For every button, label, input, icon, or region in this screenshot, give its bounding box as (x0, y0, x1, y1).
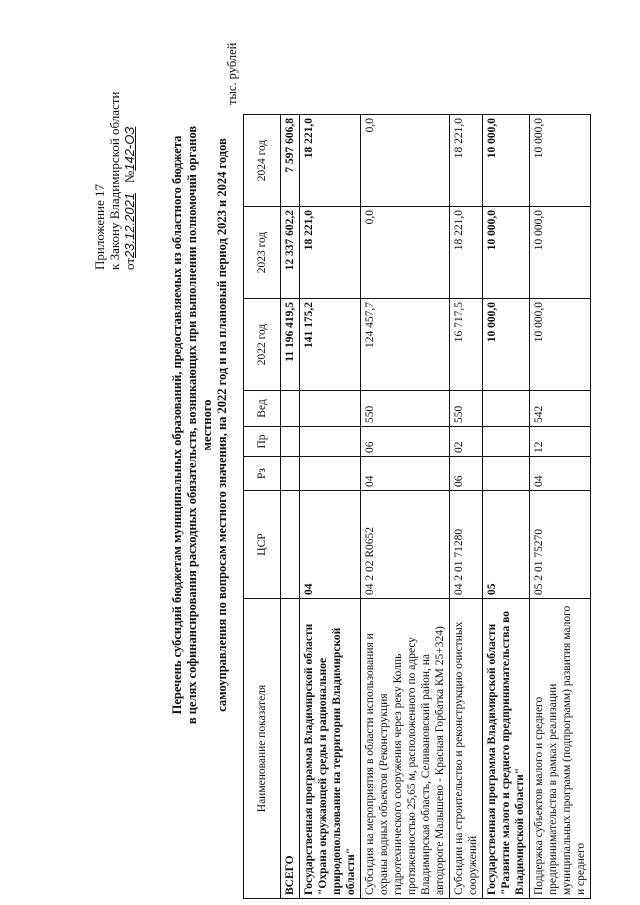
row-2022: 10 000,0 (530, 299, 591, 391)
row-2024: 10 000,0 (483, 115, 530, 207)
row-ved: 550 (450, 391, 483, 427)
table-row (530, 115, 591, 899)
table-row (450, 115, 483, 899)
title-line-3: самоуправления по вопросам местного значения, на 2022 год и на плановый период 2023 и 2024 годов (215, 138, 229, 712)
row-2024: 18 221,0 (450, 115, 483, 207)
header-cell: 2022 год (244, 299, 281, 391)
table-row (281, 115, 300, 899)
row-name: Государственная программа Владимирской области "Охрана окружающей среды и рациональное природопользование на территории Владимирской области" (300, 599, 361, 899)
row-2022: 124 457,7 (361, 299, 450, 391)
appendix-title: Приложение 17 (92, 183, 107, 270)
title-line-1: Перечень субсидий бюджетам муниципальных образований, предоставляемых из областного бюджета (170, 135, 184, 715)
row-name: ВСЕГО (281, 599, 300, 899)
table-row (483, 115, 530, 899)
appendix-law: к Закону Владимирской области (107, 91, 122, 270)
row-2023: 0,0 (361, 207, 450, 299)
row-name: Государственная программа Владимирской области "Развитие малого и среднего предпринимательства во Владимирской области" (483, 599, 530, 899)
row-ved (483, 391, 530, 427)
row-csr: 04 (300, 491, 361, 599)
table-row (300, 115, 361, 899)
row-pr: 06 (361, 427, 450, 457)
row-pr (300, 427, 361, 457)
row-pr (281, 427, 300, 457)
row-csr: 05 (483, 491, 530, 599)
row-2023: 10 000,0 (483, 207, 530, 299)
row-rz: 06 (450, 457, 483, 491)
row-2023: 10 000,0 (530, 207, 591, 299)
row-rz: 04 (530, 457, 591, 491)
row-ved: 542 (530, 391, 591, 427)
units-label: тыс. рублей (225, 42, 239, 105)
header-cell: 2024 год (244, 115, 281, 207)
row-csr (281, 491, 300, 599)
row-2024: 10 000,0 (530, 115, 591, 207)
row-2022: 141 175,2 (300, 299, 361, 391)
row-csr: 04 2 01 71280 (450, 491, 483, 599)
row-2024: 0,0 (361, 115, 450, 207)
row-rz: 04 (361, 457, 450, 491)
row-rz (483, 457, 530, 491)
appendix-block (92, 60, 137, 270)
row-csr: 04 2 02 R0652 (361, 491, 450, 599)
row-2022: 11 196 419,5 (281, 299, 300, 391)
row-2022: 10 000,0 (483, 299, 530, 391)
law-number: 142-ОЗ (122, 126, 137, 171)
header-cell: Рз (244, 457, 281, 491)
header-cell: Пр (244, 427, 281, 457)
header-cell: ЦСР (244, 491, 281, 599)
date-prefix: от (122, 257, 137, 270)
row-2022: 16 717,5 (450, 299, 483, 391)
document-title (170, 115, 230, 735)
header-cell: 2023 год (244, 207, 281, 299)
row-name: Субсидии на строительство и реконструкцию очистных сооружений (450, 599, 483, 899)
row-2024: 18 221,0 (300, 115, 361, 207)
number-prefix: № (122, 170, 137, 184)
row-name: Субсидия на мероприятия в области использования и охраны водных объектов (Реконструкция гидротехнического сооружения через реку Колпь протяженностью 25,65 м, расположенного по адресу Владимирская область, Селивановский район, на автодороге Малышево - Красная Горбатка КМ 25+324) (361, 599, 450, 899)
row-2023: 12 337 602,2 (281, 207, 300, 299)
header-row (244, 115, 281, 899)
row-2023: 18 221,0 (450, 207, 483, 299)
row-rz (281, 457, 300, 491)
row-pr: 12 (530, 427, 591, 457)
row-2023: 18 221,0 (300, 207, 361, 299)
header-cell: Наименование показателя (244, 599, 281, 899)
header-cell: Вед (244, 391, 281, 427)
appendix-date-line (122, 60, 137, 270)
row-ved (300, 391, 361, 427)
row-rz (300, 457, 361, 491)
row-pr (483, 427, 530, 457)
row-ved (281, 391, 300, 427)
subsidies-table (243, 114, 591, 899)
title-line-2: в целях софинансирования расходных обязательств, возникающих при выполнении полномочий органов местного (185, 125, 214, 725)
row-name: Поддержка субъектов малого и среднего предпринимательства в рамках реализации муниципальных программ (подпрограмм) развития малого и среднего (530, 599, 591, 899)
row-2024: 7 597 606,8 (281, 115, 300, 207)
law-date: 23.12.2021 (122, 192, 137, 258)
row-pr: 02 (450, 427, 483, 457)
row-csr: 05 2 01 75270 (530, 491, 591, 599)
table-row (361, 115, 450, 899)
row-ved: 550 (361, 391, 450, 427)
